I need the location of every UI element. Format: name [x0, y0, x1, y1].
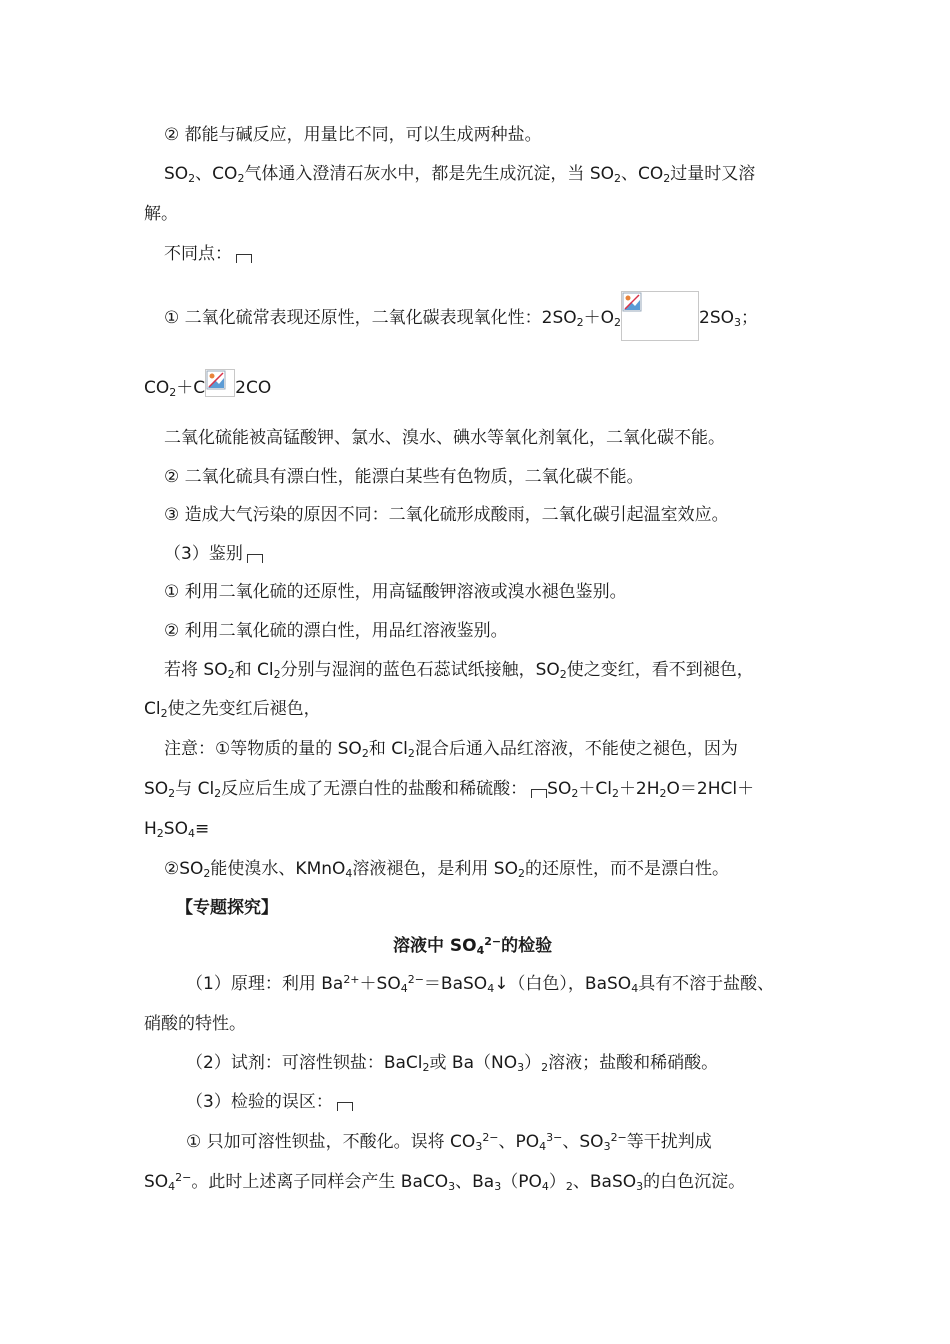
text-line: ① 只加可溶性钡盐，不酸化。误将 $CO_3^{2-}$、$PO_4^{3-}$、$SO_3^{2-}$等干扰判成	[186, 1131, 712, 1153]
text-line: 注意：①等物质的量的 $SO_2$和 $Cl_2$混合后通入品红溶液，不能使之褪色，因为	[164, 739, 738, 760]
text-line: （1）原理：利用 $Ba^{2+}+SO_4^{2-}=BaSO_4↓$（白色），BaSO$_4$具有不溶于盐酸、	[186, 973, 775, 995]
anchor-mark-icon	[236, 254, 252, 263]
text-line: $H_2SO_4\equiv$	[144, 819, 210, 840]
text-line: ① 利用二氧化硫的还原性，用高锰酸钾溶液或溴水褪色鉴别。	[164, 582, 627, 602]
text-line: ① 二氧化硫常表现还原性，二氧化碳表现氧化性：$2SO_2+O_2$ $2SO_3$；	[164, 291, 758, 341]
text-line: $CO_2+C$ 2CO	[144, 369, 271, 400]
text-line: 不同点：	[164, 242, 252, 266]
text-line: 若将 $SO_2$和 $Cl_2$分别与湿润的蓝色石蕊试纸接触，$SO_2$使之变红，看不到褪色，	[164, 660, 754, 681]
text-line: $SO_4^{2-}$。此时上述离子同样会产生 BaCO$_3$、$Ba_3(PO_4)_2$、BaSO$_3$的白色沉淀。	[144, 1171, 746, 1193]
text-line: $SO_2$、$CO_2$气体通入澄清石灰水中，都是先生成沉淀，当 $SO_2$、$CO_2$过量时又溶	[164, 164, 756, 185]
section-heading: 【专题探究】	[176, 898, 278, 918]
anchor-mark-icon	[247, 554, 263, 563]
text-line: $SO_2$与 $Cl_2$反应后生成了无漂白性的盐酸和稀硫酸： $SO_2+Cl_2+2H_2O=2HCl+$	[144, 779, 755, 800]
reaction-condition-image	[621, 291, 699, 341]
anchor-mark-icon	[337, 1102, 353, 1111]
text-line: $Cl_2$使之先变红后褪色，	[144, 699, 321, 720]
text-line: （3）检验的误区：	[186, 1090, 353, 1114]
broken-image-icon	[622, 292, 642, 312]
reaction-condition-image	[205, 369, 235, 397]
text-line: ③ 造成大气污染的原因不同：二氧化硫形成酸雨，二氧化碳引起温室效应。	[164, 505, 729, 525]
text-line: 二氧化硫能被高锰酸钾、氯水、溴水、碘水等氧化剂氧化，二氧化碳不能。	[164, 428, 725, 448]
text-line: ② 二氧化硫具有漂白性，能漂白某些有色物质，二氧化碳不能。	[164, 467, 644, 487]
text-line: （2）试剂：可溶性钡盐：BaCl$_2$或 $Ba(NO_3)_2$溶液；盐酸和稀硝酸。	[186, 1053, 719, 1074]
text-line: 解。	[144, 204, 178, 224]
text-line: ② 利用二氧化硫的漂白性，用品红溶液鉴别。	[164, 621, 508, 641]
text-line: ② 都能与碱反应，用量比不同，可以生成两种盐。	[164, 125, 542, 145]
anchor-mark-icon	[531, 789, 547, 798]
text-line: $②SO_2$能使溴水、KMnO$_4$溶液褪色，是利用 $SO_2$的还原性，而不是漂白性。	[164, 859, 729, 880]
topic-title: 溶液中 $SO_4^{2-}$的检验	[393, 935, 553, 957]
broken-image-icon	[206, 370, 226, 390]
text-line: 硝酸的特性。	[144, 1014, 246, 1034]
text-line: （3）鉴别	[164, 542, 263, 566]
